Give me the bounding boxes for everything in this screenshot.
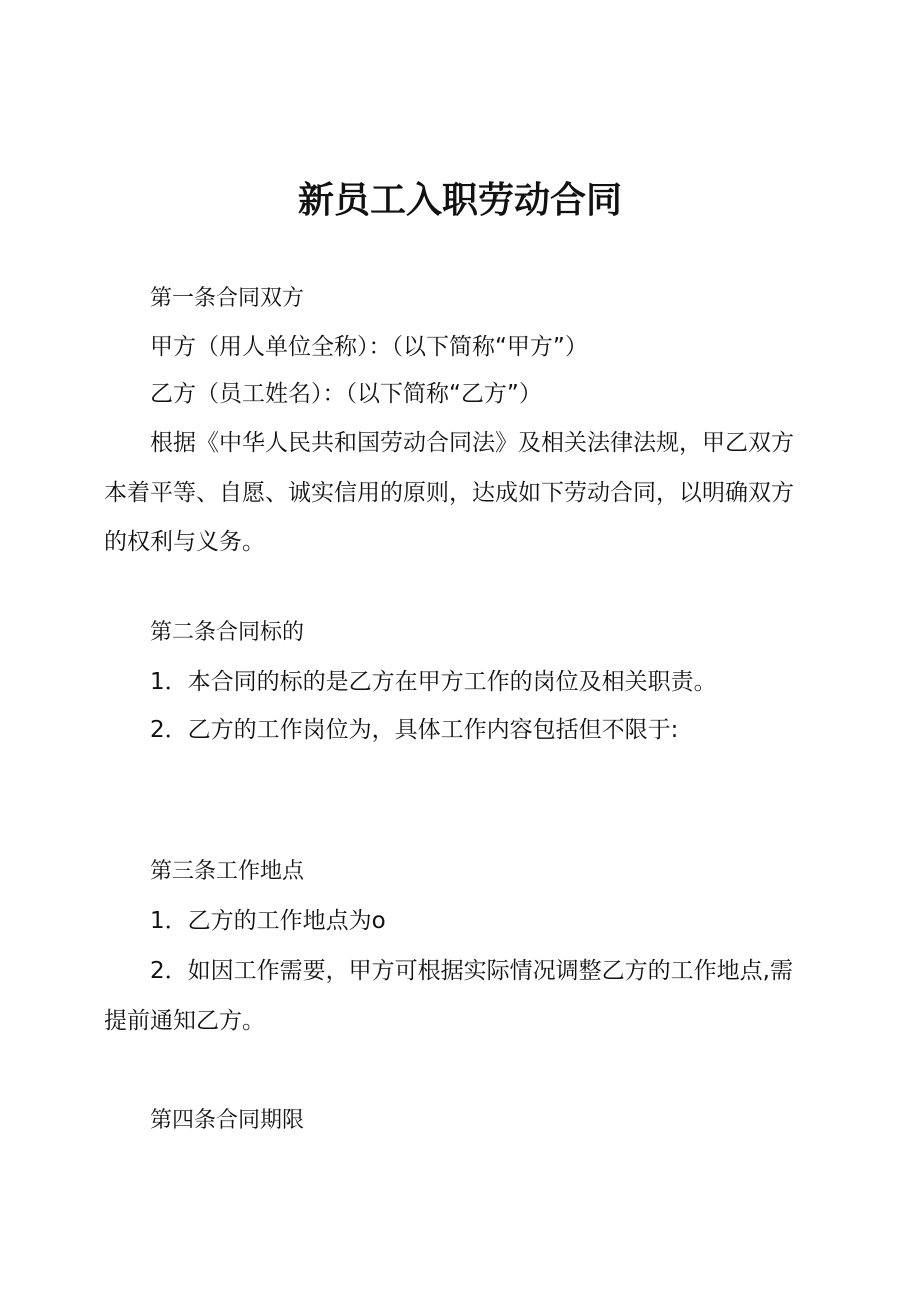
party-b-line: 乙方（员工姓名）：（以下简称“乙方”） [150,381,542,407]
section-heading-1: 第一条合同双方 [150,286,305,311]
paragraph-line: 的权利与义务。 [104,529,265,555]
clause-line: 1．本合同的标的是乙方在甲方工作的岗位及相关职责。 [150,669,717,695]
paragraph-line: 本着平等、自愿、诚实信用的原则，达成如下劳动合同，以明确双方 [104,480,794,506]
section-heading-4: 第四条合同期限 [150,1108,305,1133]
section-heading-2: 第二条合同标的 [150,620,305,645]
clause-line: 提前通知乙方。 [104,1008,265,1034]
contract-title: 新员工入职劳动合同 [297,180,622,221]
clause-line: 1．乙方的工作地点为o [150,908,386,934]
paragraph-line: 根据《中华人民共和国劳动合同法》及相关法律法规，甲乙双方 [150,430,794,456]
clause-line: 2．如因工作需要，甲方可根据实际情况调整乙方的工作地点,需 [150,958,793,984]
clause-line: 2．乙方的工作岗位为，具体工作内容包括但不限于: [150,717,679,743]
section-heading-3: 第三条工作地点 [150,859,305,884]
party-a-line: 甲方（用人单位全称）：（以下简称“甲方”） [150,334,588,360]
